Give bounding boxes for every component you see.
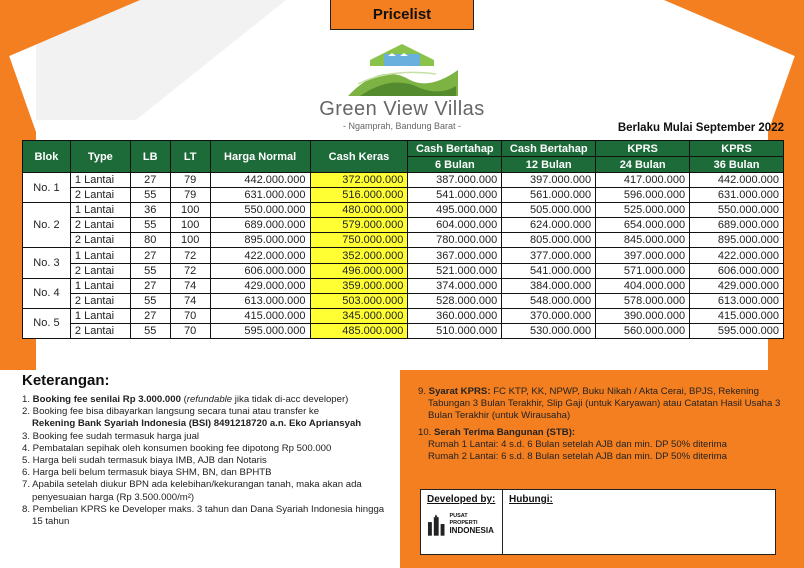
table-row xyxy=(23,173,784,188)
cb12-cell: 384.000.000 xyxy=(502,278,596,293)
keterangan-list xyxy=(22,394,392,528)
kprs36-cell: 422.000.000 xyxy=(690,248,784,263)
cb6-cell: 521.000.000 xyxy=(408,263,502,278)
header-blok: Blok xyxy=(23,141,71,173)
cb12-cell: 397.000.000 xyxy=(502,173,596,188)
bank-account-text: Rekening Bank Syariah Indonesia (BSI) 8491218720 a.n. Eko Apriansyah xyxy=(32,418,362,430)
cb12-cell: 548.000.000 xyxy=(502,293,596,308)
developed-by-label: Developed by: xyxy=(427,494,496,505)
building-logo-icon xyxy=(427,514,446,536)
cash-keras-cell: 485.000.000 xyxy=(310,323,408,338)
note-number: 10. xyxy=(418,426,435,438)
cash-keras-cell: 516.000.000 xyxy=(310,188,408,203)
harga-cell: 550.000.000 xyxy=(210,203,310,218)
harga-cell: 895.000.000 xyxy=(210,233,310,248)
note-text: jika tidak di-acc developer) xyxy=(232,394,349,405)
note-bold: Serah Terima Bangunan (STB): xyxy=(434,426,576,438)
kprs36-cell: 895.000.000 xyxy=(690,233,784,248)
harga-cell: 442.000.000 xyxy=(210,173,310,188)
cb6-cell: 510.000.000 xyxy=(408,323,502,338)
lb-cell: 55 xyxy=(130,323,170,338)
keterangan-list-2 xyxy=(418,386,790,463)
kprs36-cell: 550.000.000 xyxy=(690,203,784,218)
kprs36-cell: 415.000.000 xyxy=(690,308,784,323)
cash-keras-cell: 579.000.000 xyxy=(310,218,408,233)
lt-cell: 70 xyxy=(170,323,210,338)
blok-cell: No. 2 xyxy=(23,203,71,248)
lb-cell: 27 xyxy=(130,308,170,323)
contact-section xyxy=(503,490,775,554)
cb12-cell: 530.000.000 xyxy=(502,323,596,338)
kprs24-cell: 596.000.000 xyxy=(596,188,690,203)
lt-cell: 79 xyxy=(170,188,210,203)
header-12-bulan: 12 Bulan xyxy=(502,157,596,173)
header-lb: LB xyxy=(130,141,170,173)
type-cell: 1 Lantai xyxy=(70,203,130,218)
kprs36-cell: 429.000.000 xyxy=(690,278,784,293)
brand-location: - Ngamprah, Bandung Barat - xyxy=(342,121,462,131)
cb6-cell: 541.000.000 xyxy=(408,188,502,203)
header-cash-bertahap-12: Cash Bertahap xyxy=(502,141,596,157)
kprs24-cell: 578.000.000 xyxy=(596,293,690,308)
note-text: ( xyxy=(180,394,187,405)
header-kprs-36: KPRS xyxy=(690,141,784,157)
cb12-cell: 370.000.000 xyxy=(502,308,596,323)
note-text: FC KTP, KK, NPWP, Buku Nikah / Akta Cerai, BPJS, Rekening Tabungan 3 Bulan Terakhir, Slip Gaji (untuk Karyawan) atau Catatan Hasil Usaha 3 Bulan Terakhir (untuk Wirausaha) xyxy=(428,386,781,422)
lt-cell: 100 xyxy=(170,203,210,218)
lt-cell: 70 xyxy=(170,308,210,323)
cb6-cell: 360.000.000 xyxy=(408,308,502,323)
header-cash-bertahap-6: Cash Bertahap xyxy=(408,141,502,157)
developer-box xyxy=(420,489,776,555)
note-item: 4. Pembatalan sepihak oleh konsumen booking fee dipotong Rp 500.000 xyxy=(22,442,332,454)
harga-cell: 606.000.000 xyxy=(210,263,310,278)
lt-cell: 72 xyxy=(170,263,210,278)
lb-cell: 55 xyxy=(130,218,170,233)
type-cell: 1 Lantai xyxy=(70,173,130,188)
price-table xyxy=(22,140,784,339)
note-item xyxy=(418,427,790,464)
harga-cell: 429.000.000 xyxy=(210,278,310,293)
note-bold: Booking fee senilai Rp 3.000.000 xyxy=(32,394,181,405)
header-36-bulan: 36 Bulan xyxy=(690,157,784,173)
note-bold: Syarat KPRS: xyxy=(428,386,491,397)
table-row xyxy=(23,308,784,323)
cb6-cell: 495.000.000 xyxy=(408,203,502,218)
lt-cell: 100 xyxy=(170,233,210,248)
cb12-cell: 541.000.000 xyxy=(502,263,596,278)
cash-keras-cell: 480.000.000 xyxy=(310,203,408,218)
header-6-bulan: 6 Bulan xyxy=(408,157,502,173)
type-cell: 2 Lantai xyxy=(70,188,130,203)
table-row xyxy=(23,188,784,203)
note-item xyxy=(22,394,392,406)
note-text: 2. Booking fee bisa dibayarkan langsung secara tunai atau transfer ke xyxy=(22,406,320,418)
kprs36-cell: 442.000.000 xyxy=(690,173,784,188)
note-number: 9. xyxy=(418,386,429,397)
header-24-bulan: 24 Bulan xyxy=(596,157,690,173)
note-item: 8. Pembelian KPRS ke Developer maks. 3 tahun dan Dana Syariah Indonesia hingga 15 tahun xyxy=(22,503,385,528)
cb12-cell: 624.000.000 xyxy=(502,218,596,233)
cb12-cell: 505.000.000 xyxy=(502,203,596,218)
cb6-cell: 528.000.000 xyxy=(408,293,502,308)
cash-keras-cell: 496.000.000 xyxy=(310,263,408,278)
table-row xyxy=(23,218,784,233)
developer-logo-line1: PUSAT PROPERTI xyxy=(449,513,478,526)
cash-keras-cell: 359.000.000 xyxy=(310,278,408,293)
harga-cell: 422.000.000 xyxy=(210,248,310,263)
lb-cell: 27 xyxy=(130,278,170,293)
lb-cell: 80 xyxy=(130,233,170,248)
type-cell: 2 Lantai xyxy=(70,233,130,248)
lb-cell: 27 xyxy=(130,248,170,263)
cash-keras-cell: 750.000.000 xyxy=(310,233,408,248)
kprs24-cell: 390.000.000 xyxy=(596,308,690,323)
note-item xyxy=(418,386,790,423)
type-cell: 1 Lantai xyxy=(70,278,130,293)
harga-cell: 415.000.000 xyxy=(210,308,310,323)
developer-logo-text xyxy=(449,513,496,536)
header-kprs-24: KPRS xyxy=(596,141,690,157)
harga-cell: 689.000.000 xyxy=(210,218,310,233)
table-row xyxy=(23,293,784,308)
kprs24-cell: 525.000.000 xyxy=(596,203,690,218)
page-title: Pricelist xyxy=(330,0,474,30)
note-item: 6. Harga beli belum termasuk biaya SHM, BN, dan BPHTB xyxy=(22,467,272,479)
note-item: 5. Harga beli sudah termasuk biaya IMB, AJB dan Notaris xyxy=(22,455,267,467)
cash-keras-cell: 503.000.000 xyxy=(310,293,408,308)
header-type: Type xyxy=(70,141,130,173)
cb6-cell: 374.000.000 xyxy=(408,278,502,293)
kprs24-cell: 404.000.000 xyxy=(596,278,690,293)
lb-cell: 55 xyxy=(130,293,170,308)
note-number: 1. xyxy=(22,394,33,405)
kprs24-cell: 845.000.000 xyxy=(596,233,690,248)
developer-logo xyxy=(427,513,496,536)
cb12-cell: 805.000.000 xyxy=(502,233,596,248)
type-cell: 2 Lantai xyxy=(70,293,130,308)
kprs36-cell: 631.000.000 xyxy=(690,188,784,203)
table-row xyxy=(23,233,784,248)
cash-keras-cell: 345.000.000 xyxy=(310,308,408,323)
kprs24-cell: 571.000.000 xyxy=(596,263,690,278)
table-row xyxy=(23,248,784,263)
cash-keras-cell: 372.000.000 xyxy=(310,173,408,188)
cb12-cell: 561.000.000 xyxy=(502,188,596,203)
effective-date: Berlaku Mulai September 2022 xyxy=(617,122,784,134)
kprs24-cell: 560.000.000 xyxy=(596,323,690,338)
lb-cell: 27 xyxy=(130,173,170,188)
kprs36-cell: 606.000.000 xyxy=(690,263,784,278)
note-item: 3. Booking fee sudah termasuk harga jual xyxy=(22,430,200,442)
harga-cell: 613.000.000 xyxy=(210,293,310,308)
note-italic: refundable xyxy=(186,394,233,405)
header-cash-keras: Cash Keras xyxy=(310,141,408,173)
blok-cell: No. 3 xyxy=(23,248,71,278)
hubungi-label: Hubungi: xyxy=(509,494,553,505)
blok-cell: No. 4 xyxy=(23,278,71,308)
decor-orange-top-right xyxy=(664,0,804,60)
kprs36-cell: 689.000.000 xyxy=(690,218,784,233)
brand-name: Green View Villas xyxy=(319,98,485,120)
cb12-cell: 377.000.000 xyxy=(502,248,596,263)
lb-cell: 36 xyxy=(130,203,170,218)
green-view-logo-icon xyxy=(340,40,464,98)
header-lt: LT xyxy=(170,141,210,173)
stb-1-lantai: Rumah 1 Lantai: 4 s.d. 6 Bulan setelah AJB dan min. DP 50% diterima xyxy=(428,438,727,450)
kprs24-cell: 654.000.000 xyxy=(596,218,690,233)
cb6-cell: 780.000.000 xyxy=(408,233,502,248)
note-item xyxy=(22,406,392,430)
stb-2-lantai: Rumah 2 Lantai: 6 s.d. 8 Bulan setelah AJB dan min. DP 50% diterima xyxy=(428,451,727,463)
lb-cell: 55 xyxy=(130,263,170,278)
table-row xyxy=(23,263,784,278)
kprs24-cell: 417.000.000 xyxy=(596,173,690,188)
cb6-cell: 604.000.000 xyxy=(408,218,502,233)
blok-cell: No. 5 xyxy=(23,308,71,338)
kprs36-cell: 595.000.000 xyxy=(690,323,784,338)
type-cell: 2 Lantai xyxy=(70,263,130,278)
kprs36-cell: 613.000.000 xyxy=(690,293,784,308)
cash-keras-cell: 352.000.000 xyxy=(310,248,408,263)
lt-cell: 79 xyxy=(170,173,210,188)
blok-cell: No. 1 xyxy=(23,173,71,203)
table-row xyxy=(23,278,784,293)
keterangan-heading: Keterangan: xyxy=(22,372,110,389)
lt-cell: 72 xyxy=(170,248,210,263)
harga-cell: 595.000.000 xyxy=(210,323,310,338)
type-cell: 2 Lantai xyxy=(70,218,130,233)
header-harga-normal: Harga Normal xyxy=(210,141,310,173)
developer-logo-line2: INDONESIA xyxy=(449,526,494,535)
kprs24-cell: 397.000.000 xyxy=(596,248,690,263)
note-item: 7. Apabila setelah diukur BPN ada kelebihan/kekurangan tanah, maka akan ada penyesuaian harga (Rp 3.500.000/m²) xyxy=(22,479,362,503)
table-row xyxy=(23,323,784,338)
table-row xyxy=(23,203,784,218)
cb6-cell: 387.000.000 xyxy=(408,173,502,188)
harga-cell: 631.000.000 xyxy=(210,188,310,203)
type-cell: 1 Lantai xyxy=(70,308,130,323)
lt-cell: 74 xyxy=(170,278,210,293)
cb6-cell: 367.000.000 xyxy=(408,248,502,263)
type-cell: 2 Lantai xyxy=(70,323,130,338)
lt-cell: 74 xyxy=(170,293,210,308)
lb-cell: 55 xyxy=(130,188,170,203)
type-cell: 1 Lantai xyxy=(70,248,130,263)
lt-cell: 100 xyxy=(170,218,210,233)
developer-section xyxy=(421,490,503,554)
